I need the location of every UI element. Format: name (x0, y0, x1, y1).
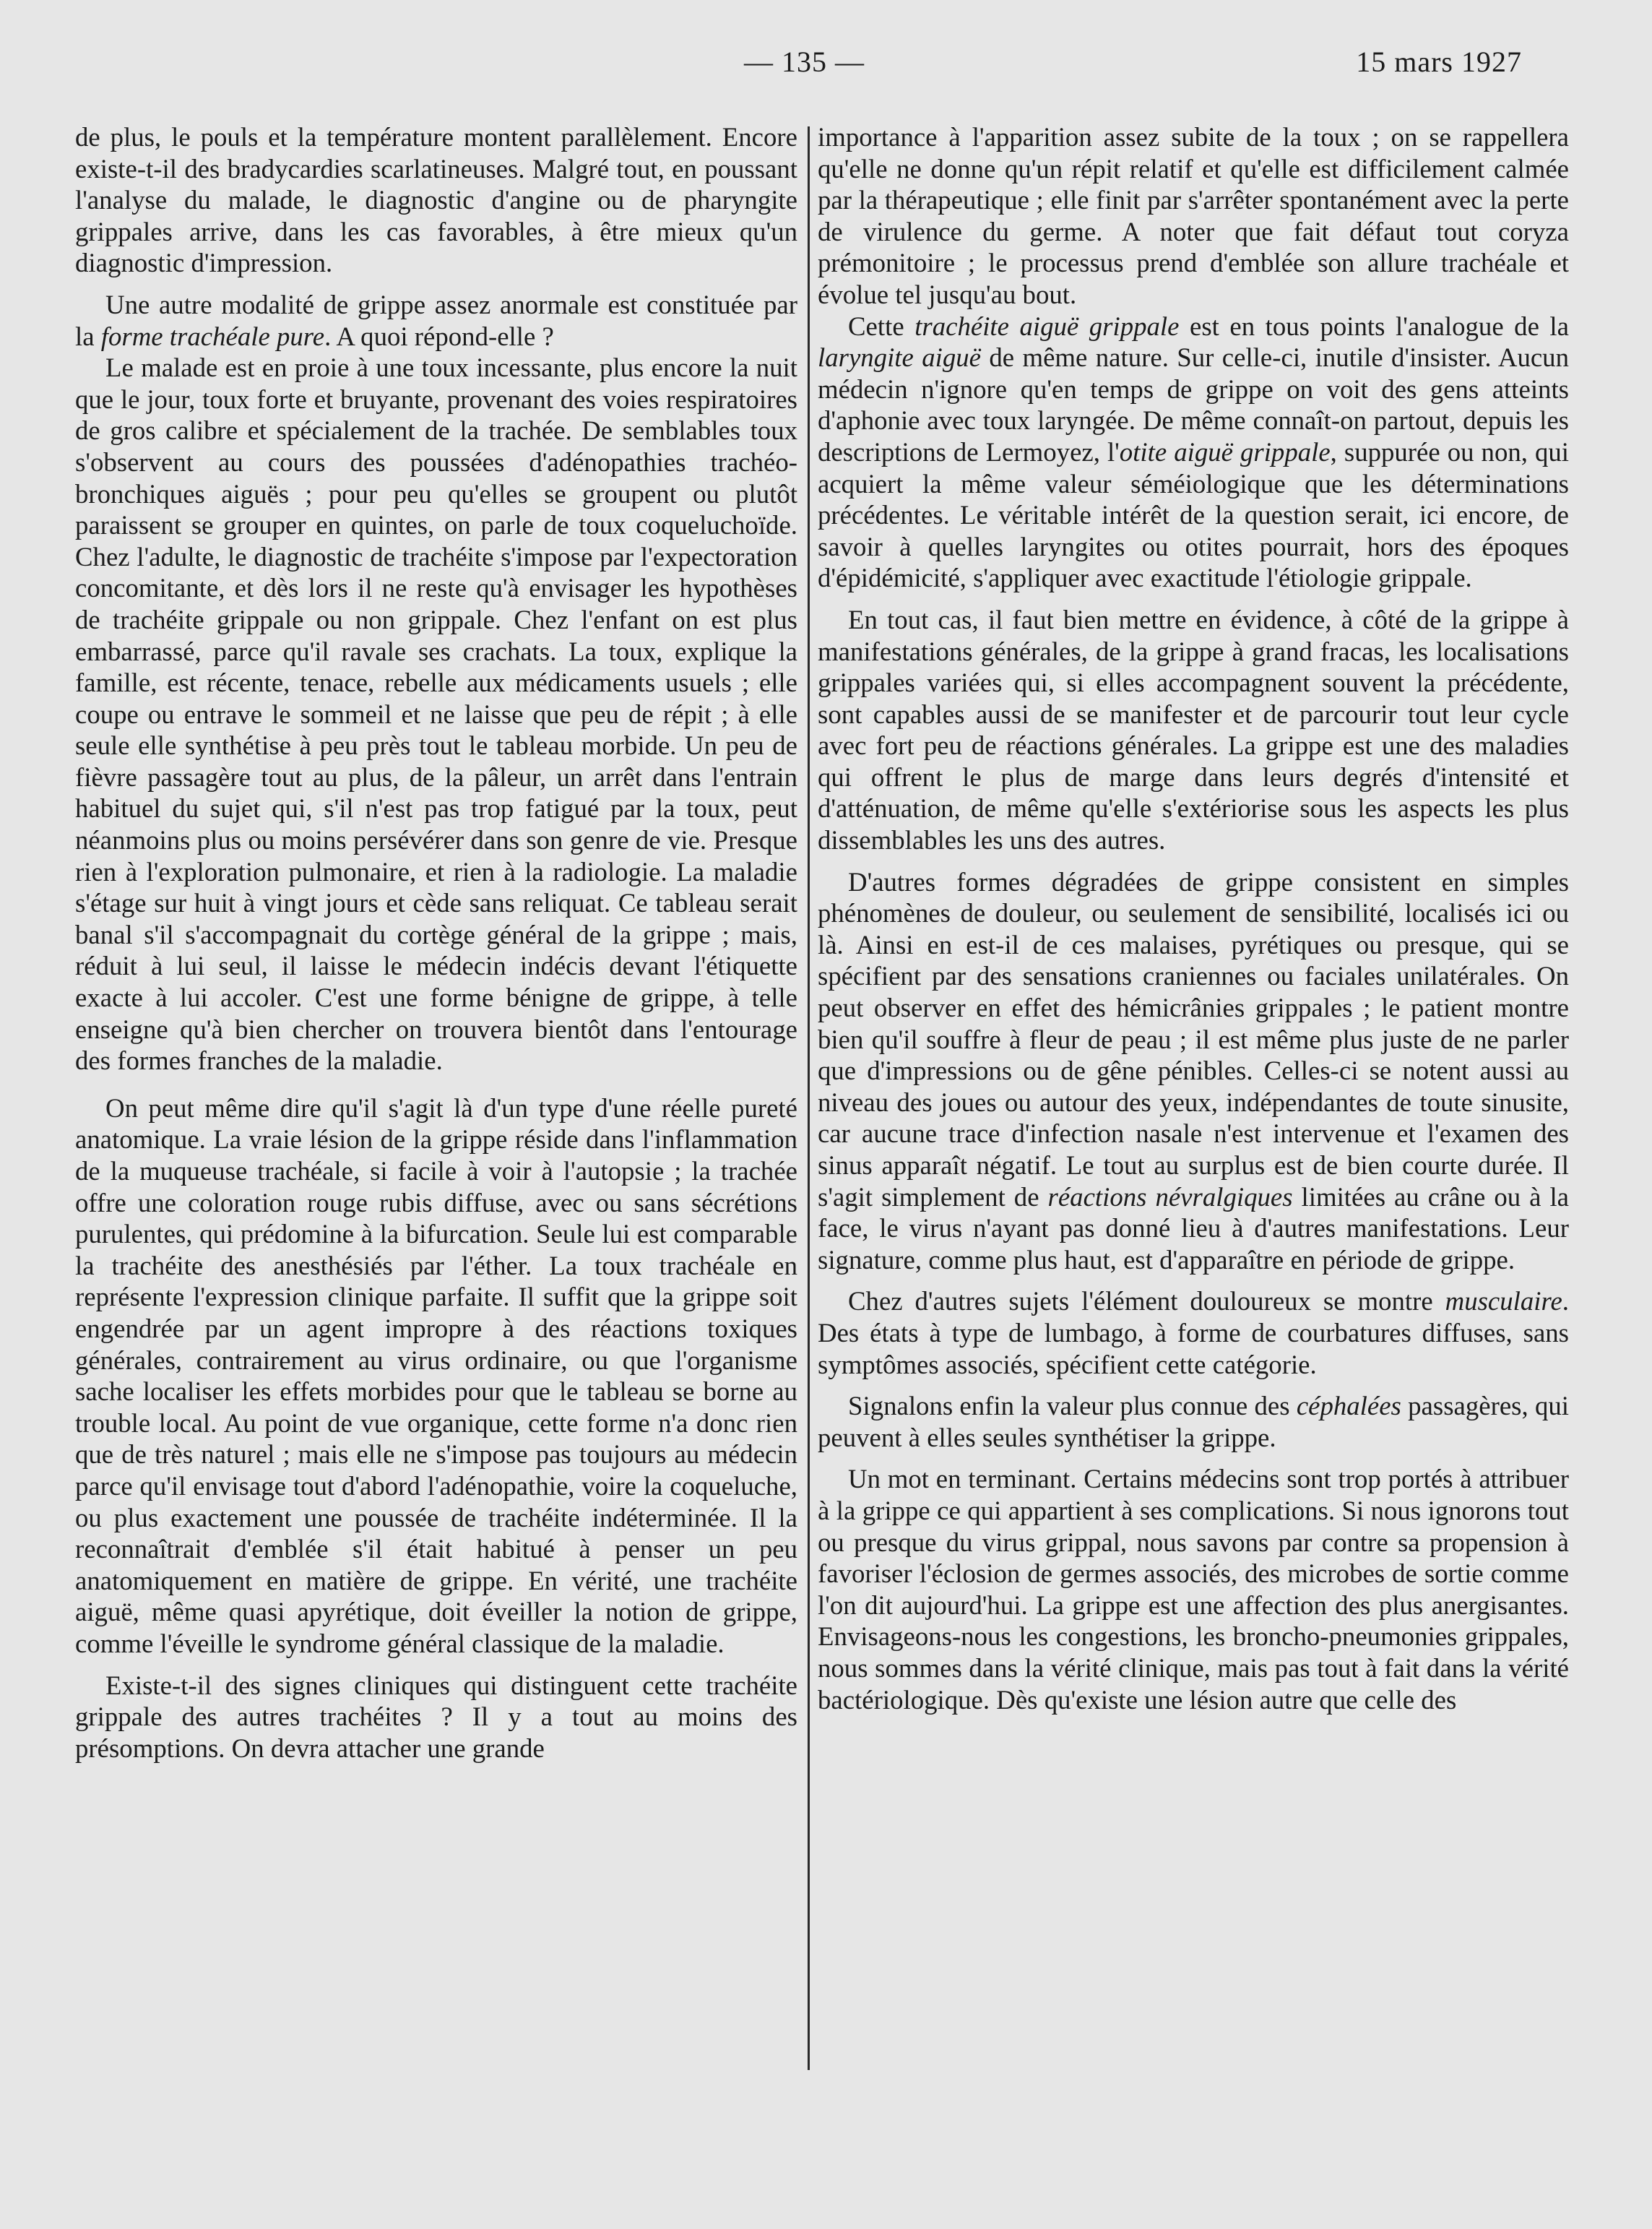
paragraph: Chez d'autres sujets l'élément douloureux se montre musculaire. Des états à type de lumbago, à forme de courbatures diffuses, sans symptômes associés, spécifient cette catégorie. (818, 1286, 1569, 1379)
page-number: — 135 — (744, 46, 865, 78)
paragraph: Une autre modalité de grippe assez anormale est constituée par la forme trachéale pure. A quoi répond-elle ? (75, 289, 797, 351)
paragraph: Un mot en terminant. Certains médecins sont trop portés à attribuer à la grippe ce qui appartient à ses complications. Si nous ignorons tout ou presque du virus grippal, nous savons par contre sa propension à favoriser l'éclosion de germes associés, des microbes de sortie comme l'on dit aujourd'hui. La grippe est une affection des plus anergisantes. Envisageons-nous les congestions, les broncho-pneumonies grippales, nous sommes dans la vérité clinique, mais pas tout à fait dans la vérité bactériologique. Dès qu'existe une lésion autre que celle des (818, 1464, 1569, 1715)
paragraph: importance à l'apparition assez subite de la toux ; on se rappellera qu'elle ne donne qu'un répit relatif et qu'elle est difficilement calmée par la thérapeutique ; elle finit par s'arrêter spontanément avec la perte de virulence du germe. A noter que fait défaut tout coryza prémonitoire ; le processus prend d'emblée son allure trachéale et évolue tel jusqu'au bout. (818, 122, 1569, 309)
issue-date: 15 mars 1927 (1356, 46, 1522, 78)
paragraph: Cette trachéite aiguë grippale est en tous points l'analogue de la laryngite aiguë de même nature. Sur celle-ci, inutile d'insister. Aucun médecin n'ignore qu'en temps de grippe on voit des gens atteints d'aphonie avec toux laryngée. De même connaît-on partout, depuis les descriptions de Lermoyez, l'otite aiguë grippale, suppurée ou non, qui acquiert la même valeur séméiologique que les déterminations précédentes. Le véritable intérêt de la question serait, ici encore, de savoir à quelles laryngites ou otites pourrait, hors des époques d'épidémicité, s'appliquer avec exactitude l'étiologie grippale. (818, 311, 1569, 593)
paragraph: de plus, le pouls et la température montent parallèlement. Encore existe-t-il des bradycardies scarlatineuses. Malgré tout, en poussant l'analyse du malade, le diagnostic d'angine ou de pharyngite grippales arrive, dans les cas favorables, à être mieux qu'un diagnostic d'impression. (75, 122, 797, 278)
paragraph: On peut même dire qu'il s'agit là d'un type d'une réelle pureté anatomique. La vraie lésion de la grippe réside dans l'inflammation de la muqueuse trachéale, si facile à voir à l'autopsie ; la trachée offre une coloration rouge rubis diffuse, avec ou sans sécrétions purulentes, qui prédomine à la bifurcation. Seule lui est comparable la trachéite des anesthésiés par l'éther. La toux trachéale en représente l'expression clinique parfaite. Il suffit que la grippe soit engendrée par un agent impropre à des réactions toxiques générales, contrairement au virus ordinaire, ou que l'organisme sache localiser les effets morbides pour que le tableau se borne au trouble local. Au point de vue organique, cette forme n'a donc rien que de très naturel ; mais elle ne s'impose pas toujours au médecin parce qu'il envisage tout d'abord l'adénopathie, voire la coqueluche, ou plus exactement une poussée de trachéite indéterminée. Il la reconnaîtrait d'emblée s'il était habitué à penser un peu anatomiquement en matière de grippe. En vérité, une trachéite aiguë, même quasi apyrétique, doit éveiller la notion de grippe, comme l'éveille le syndrome général classique de la maladie. (75, 1092, 797, 1658)
right-column (818, 121, 1569, 1715)
emphasis: forme trachéale pure (100, 321, 325, 351)
running-header (0, 45, 1652, 88)
paragraph: Signalons enfin la valeur plus connue des céphalées passagères, qui peuvent à elles seules synthétiser la grippe. (818, 1391, 1569, 1452)
emphasis: trachéite aiguë grippale (914, 311, 1180, 341)
paragraph: Existe-t-il des signes cliniques qui distinguent cette trachéite grippale des autres trachéites ? Il y a tout au moins des présomptions. On devra attacher une grande (75, 1670, 797, 1763)
paragraph: Le malade est en proie à une toux incessante, plus encore la nuit que le jour, toux forte et bruyante, provenant des voies respiratoires de gros calibre et spécialement de la trachée. De semblables toux s'observent au cours des poussées d'adénopathies trachéo-bronchiques aiguës ; pour peu qu'elles se groupent ou plutôt paraissent se grouper en quintes, on parle de toux coqueluchoïde. Chez l'adulte, le diagnostic de trachéite s'impose par l'expectoration concomitante, et dès lors il ne reste qu'à envisager les hypothèses de trachéite grippale ou non grippale. Chez l'enfant on est plus embarrassé, parce qu'il ravale ses crachats. La toux, explique la famille, est récente, tenace, rebelle aux médicaments usuels ; elle coupe ou entrave le sommeil et ne laisse que peu de répit ; à elle seule elle synthétise à peu près tout le tableau morbide. Un peu de fièvre passagère tout au plus, de la pâleur, un arrêt dans l'entrain habituel du sujet qui, s'il n'est pas trop fatigué par la toux, peut néanmoins plus ou moins persévérer dans son genre de vie. Presque rien à l'exploration pulmonaire, et rien à la radiologie. La maladie s'étage sur huit à vingt jours et cède sans reliquat. Ce tableau serait banal s'il s'accompagnait du cortège général de la grippe ; mais, réduit à lui seul, il laisse le médecin indécis devant l'étiquette exacte à lui accoler. C'est une forme bénigne de grippe, à telle enseigne qu'à bien chercher on trouvera bientôt dans l'entourage des formes franches de la maladie. (75, 353, 797, 1076)
column-divider (808, 126, 810, 2070)
emphasis: otite aiguë grippale (1119, 436, 1331, 467)
emphasis: céphalées (1296, 1391, 1401, 1421)
emphasis: réactions névralgiques (1047, 1181, 1293, 1212)
paragraph: D'autres formes dégradées de grippe consistent en simples phénomènes de douleur, ou seulement de sensibilité, localisés ici ou là. Ainsi en est-il de ces malaises, pyrétiques ou presque, qui se spécifient par des sensations craniennes ou faciales unilatérales. On peut observer en effet des hémicrânies grippales ; le patient montre bien qu'il souffre à fleur de peau ; il est même plus juste de ne parler que d'impressions ou de gêne pénibles. Celles-ci se notent aussi au niveau des joues ou autour des yeux, indépendantes de toute sinusite, car aucune trace d'infection nasale n'est intervenue et l'examen des sinus apparaît négatif. Le tout au surplus est de bien courte durée. Il s'agit simplement de réactions névralgiques limitées au crâne ou à la face, le virus n'ayant pas donné lieu à d'autres manifestations. Leur signature, comme plus haut, est d'apparaître en période de grippe. (818, 866, 1569, 1275)
paragraph: En tout cas, il faut bien mettre en évidence, à côté de la grippe à manifestations générales, de la grippe à grand fracas, les localisations grippales variées qui, si elles accompagnent souvent la précédente, sont capables aussi de se manifester et de parcourir tout leur cycle avec fort peu de réactions générales. La grippe est une des maladies qui offrent le plus de marge dans leurs degrés d'intensité et d'atténuation, de même qu'elle s'extériorise sous les aspects les plus dissemblables les uns des autres. (818, 604, 1569, 855)
emphasis: laryngite aiguë (818, 342, 981, 373)
emphasis: musculaire (1445, 1286, 1562, 1316)
left-column (75, 121, 797, 1764)
